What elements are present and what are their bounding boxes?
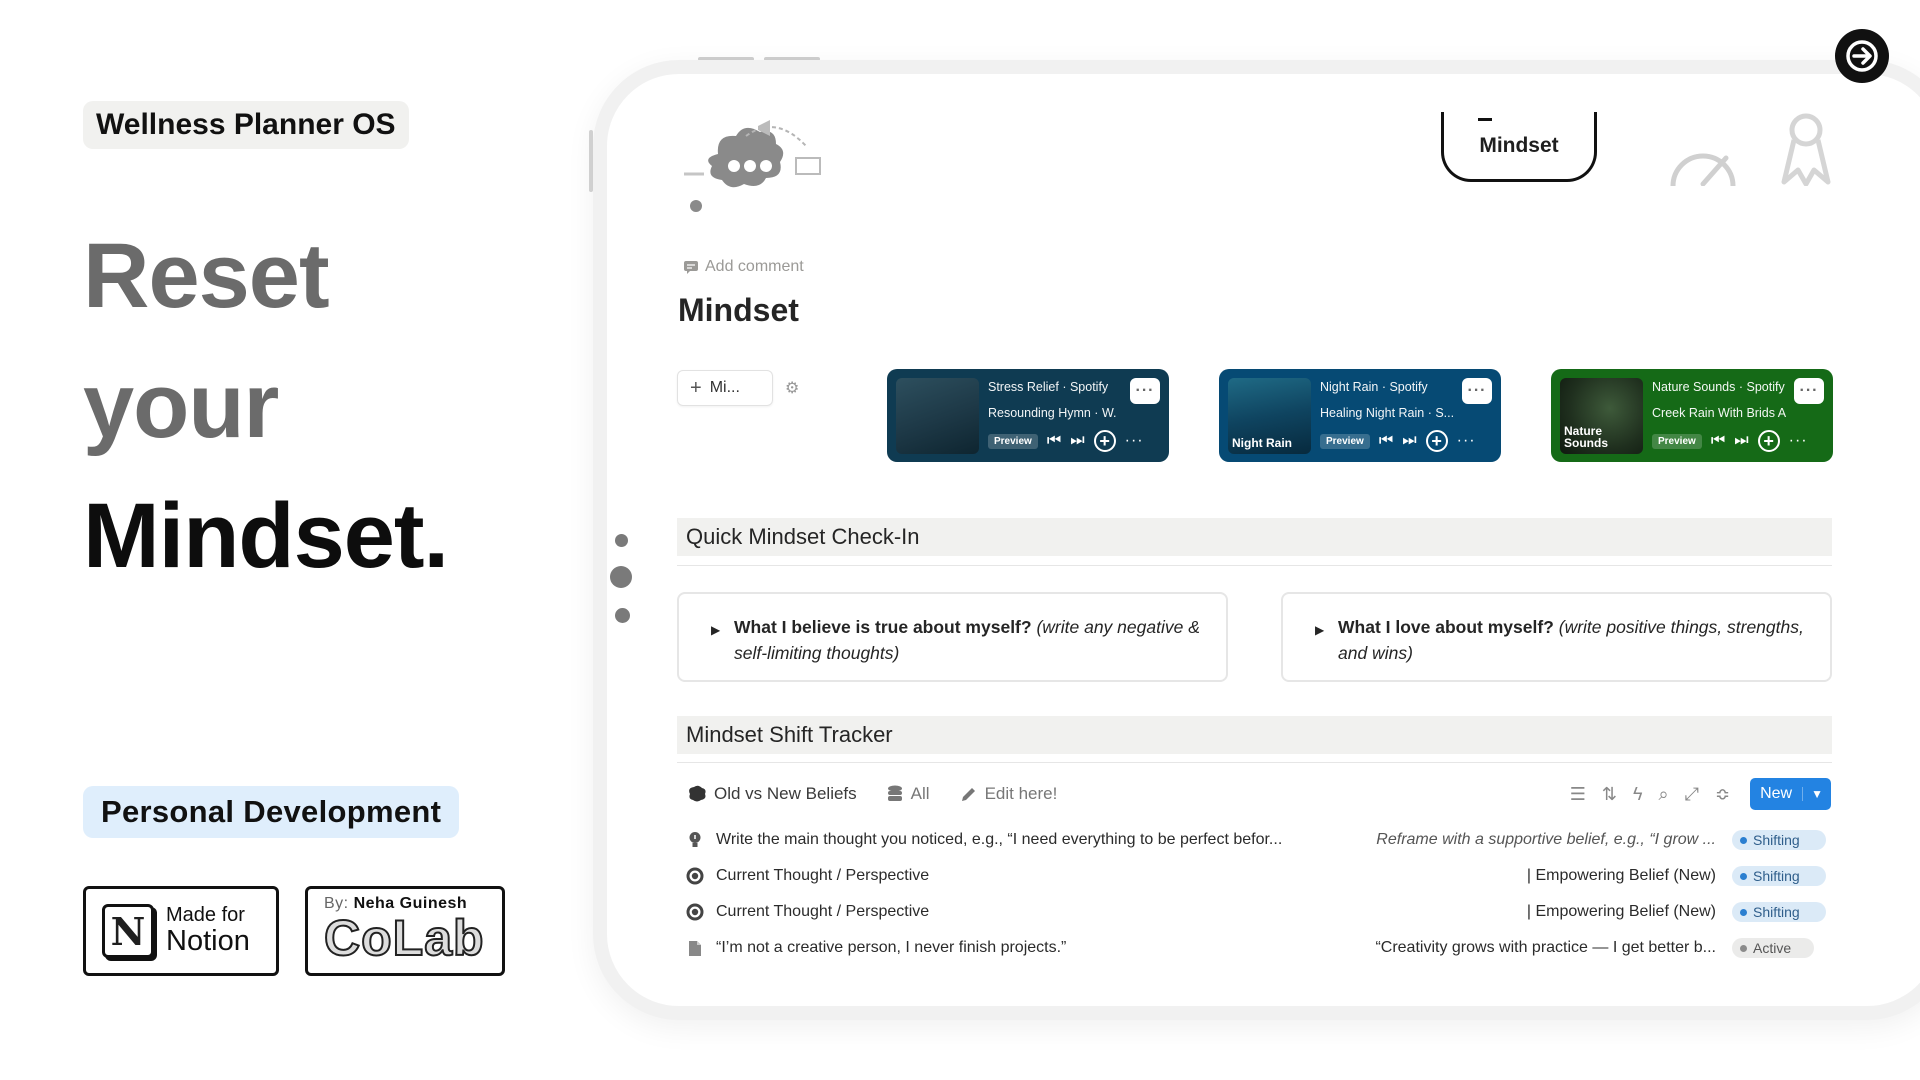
headline-line-1: Reset — [83, 225, 329, 327]
spotify-player-stress-relief[interactable] — [887, 369, 1169, 462]
add-comment-label: Add comment — [705, 258, 804, 275]
award-ribbon-icon — [1766, 112, 1846, 186]
view-label: All — [910, 784, 930, 803]
preview-badge: Preview — [1320, 434, 1370, 449]
brand-chip: Wellness Planner OS — [83, 101, 409, 149]
table-row[interactable] — [686, 894, 1826, 930]
view-tab-edit[interactable] — [960, 784, 1058, 804]
headline-line-2: your — [83, 355, 279, 457]
row-belief: | Empowering Belief (New) — [1526, 903, 1716, 920]
preview-badge: Preview — [988, 434, 1038, 449]
expand-icon[interactable]: ⤢ — [1684, 783, 1699, 804]
preview-badge: Preview — [1652, 434, 1702, 449]
view-label: Edit here! — [984, 784, 1058, 803]
status-dot — [1740, 909, 1747, 916]
row-thought: Current Thought / Perspective — [716, 903, 930, 920]
more-options-button[interactable]: ··· — [1130, 378, 1160, 404]
page-icon — [686, 939, 704, 957]
toggle-love-myself[interactable] — [1281, 592, 1832, 682]
player-track: Healing Night Rain · S... — [1320, 406, 1455, 420]
row-belief: | Empowering Belief (New) — [1526, 867, 1716, 884]
player-track: Creek Rain With Brids A — [1652, 406, 1787, 420]
automation-bolt-icon[interactable]: ϟ — [1632, 783, 1643, 804]
more-options-button[interactable]: ··· — [1794, 378, 1824, 404]
by-label: By: — [324, 895, 349, 912]
album-art — [896, 378, 979, 454]
add-to-library-icon[interactable]: + — [1426, 430, 1448, 452]
page-title[interactable]: Mindset — [678, 292, 799, 328]
album-art — [1560, 378, 1643, 454]
album-art-label: Nature Sounds — [1564, 423, 1608, 451]
status-label: Active — [1753, 940, 1792, 956]
lightbulb-icon — [686, 831, 704, 849]
status-label: Shifting — [1753, 904, 1800, 920]
more-dots-icon[interactable]: ··· — [1788, 432, 1808, 449]
pencil-icon — [960, 786, 977, 803]
comment-icon — [683, 259, 699, 275]
thought-bubble-icon — [676, 114, 826, 214]
album-art-label: Night Rain — [1232, 436, 1292, 451]
toggle-beliefs-true[interactable] — [677, 592, 1228, 682]
row-belief: “Creativity grows with practice — I get better b... — [1375, 939, 1716, 956]
row-belief: Reframe with a supportive belief, e.g., “I grow ... — [1376, 831, 1716, 848]
previous-track-icon[interactable]: ⏮ — [1046, 432, 1062, 449]
section-heading-checkin: Quick Mindset Check-In — [677, 518, 1832, 556]
player-source: Stress Relief · Spotify — [988, 380, 1109, 394]
table-row[interactable] — [686, 930, 1826, 966]
database-toolbar — [686, 777, 1831, 811]
gauge-icon — [1668, 146, 1738, 186]
status-dot — [1740, 945, 1747, 952]
filter-icon[interactable]: ☰ — [1569, 783, 1586, 804]
previous-track-icon[interactable]: ⏮ — [1378, 432, 1394, 449]
status-badge[interactable] — [1732, 902, 1826, 922]
more-options-button[interactable]: ··· — [1462, 378, 1492, 404]
spotify-player-night-rain[interactable] — [1219, 369, 1501, 462]
toggle-hint: (write any negative & self-limiting thoughts) — [734, 617, 1200, 664]
next-track-icon[interactable]: ⏭ — [1734, 432, 1749, 449]
previous-track-icon[interactable]: ⏮ — [1710, 432, 1726, 449]
tab-mindset[interactable]: Mindset — [1441, 112, 1597, 182]
new-label: New — [1760, 785, 1793, 802]
add-to-library-icon[interactable]: + — [1758, 430, 1780, 452]
headline-line-3: Mindset. — [83, 485, 449, 587]
circle-dot-icon — [686, 867, 704, 885]
status-dot — [1740, 873, 1747, 880]
view-tab-old-vs-new[interactable] — [686, 784, 857, 804]
sort-icon[interactable]: ⇅ — [1601, 783, 1617, 804]
more-dots-icon[interactable]: ··· — [1456, 432, 1476, 449]
add-mindset-button[interactable] — [677, 370, 773, 406]
status-label: Shifting — [1753, 868, 1800, 884]
divider — [677, 762, 1832, 763]
row-thought: Current Thought / Perspective — [716, 867, 930, 884]
circle-dot-icon — [686, 903, 704, 921]
search-icon[interactable]: ⌕ — [1658, 783, 1669, 804]
author-name: Neha Guinesh — [353, 895, 468, 912]
divider — [677, 565, 1832, 566]
add-mindset-label: Mi... — [709, 379, 740, 396]
new-entry-button[interactable] — [1750, 778, 1831, 810]
more-dots-icon[interactable]: ··· — [1124, 432, 1144, 449]
view-tab-all[interactable] — [887, 784, 930, 804]
database-icon — [887, 785, 903, 803]
toggle-question: What I believe is true about myself? — [734, 617, 1032, 637]
status-badge[interactable] — [1732, 866, 1826, 886]
add-comment-button[interactable] — [683, 258, 804, 276]
view-label: Old vs New Beliefs — [714, 784, 857, 803]
made-for-label: Made for — [166, 904, 245, 927]
add-to-library-icon[interactable]: + — [1094, 430, 1116, 452]
brain-icon — [686, 785, 706, 803]
spotify-player-nature-sounds[interactable] — [1551, 369, 1833, 462]
toggle-question: What I love about myself? — [1338, 617, 1554, 637]
notion-label: Notion — [166, 925, 250, 958]
category-chip: Personal Development — [83, 786, 459, 838]
chevron-down-icon[interactable]: ▼ — [1802, 787, 1831, 801]
status-badge[interactable] — [1732, 830, 1826, 850]
settings-sliders-icon[interactable]: ≎ — [1715, 783, 1731, 804]
status-dot — [1740, 837, 1747, 844]
row-thought: “I’m not a creative person, I never finish projects.” — [716, 939, 1067, 956]
album-art — [1228, 378, 1311, 454]
table-row[interactable] — [686, 822, 1826, 858]
toggle-hint: (write positive things, strengths, and wins) — [1338, 617, 1804, 664]
status-label: Shifting — [1753, 832, 1800, 848]
row-thought: Write the main thought you noticed, e.g., “I need everything to be perfect befor... — [716, 831, 1283, 848]
toggle-triangle-icon[interactable]: ▶ — [1315, 623, 1325, 637]
player-track: Resounding Hymn · W. — [988, 406, 1117, 420]
colab-logo: CoLab — [324, 910, 485, 966]
status-badge[interactable] — [1732, 938, 1814, 958]
section-heading-tracker: Mindset Shift Tracker — [677, 716, 1832, 754]
table-row[interactable] — [686, 858, 1826, 894]
player-source: Nature Sounds · Spotify — [1652, 380, 1785, 394]
next-track-icon[interactable]: ⏭ — [1070, 432, 1085, 449]
notion-logo-icon: N — [102, 904, 154, 958]
player-source: Night Rain · Spotify — [1320, 380, 1428, 394]
plus-icon: + — [690, 376, 702, 399]
next-track-icon[interactable]: ⏭ — [1402, 432, 1417, 449]
gear-icon[interactable]: ⚙ — [785, 380, 800, 397]
toggle-triangle-icon[interactable]: ▶ — [711, 623, 721, 637]
